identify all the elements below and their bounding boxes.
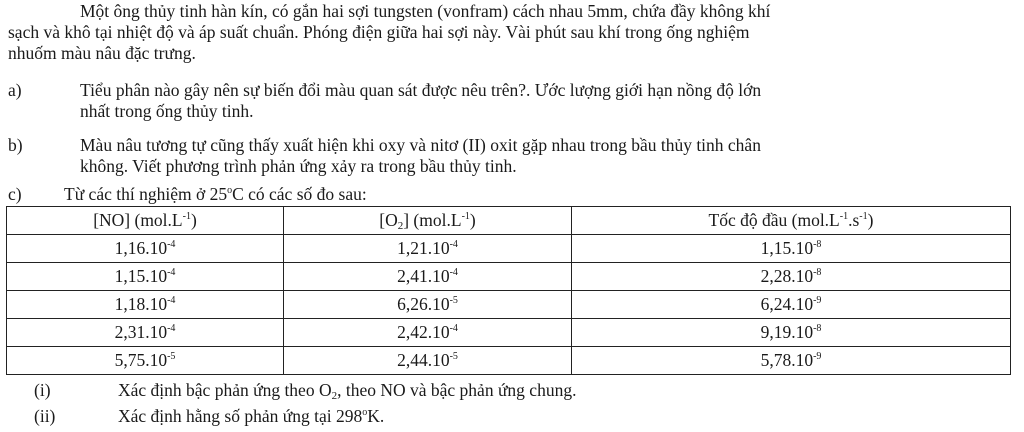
subquestion-ii-text [118,406,384,427]
question-c-text [64,184,1013,205]
table-cell [572,291,1011,319]
table-cell [572,263,1011,291]
table-row [7,235,1011,263]
header-text: Tốc độ đầu (mol.L [708,210,840,230]
cell-mantissa: 1,15.10 [760,238,814,258]
question-c [8,184,1013,206]
header-exponent: -1 [839,211,849,222]
cell-mantissa: 1,16.10 [114,238,168,258]
subquestion-ii-text-post: K. [367,406,385,426]
cell-exponent: -4 [449,239,458,250]
cell-exponent: -9 [813,351,822,362]
degree-mark: o [227,185,233,196]
table-cell [284,263,572,291]
question-c-text-post: C có các số đo sau: [232,184,367,204]
subquestion-ii-label: (ii) [34,406,56,426]
header-exponent: -1 [182,211,191,222]
header-text-end: ) [469,210,476,230]
table-cell [572,235,1011,263]
question-b-line-1: Màu nâu tương tự cũng thấy xuất hiện khi oxy và nitơ (II) oxit gặp nhau trong bầu thủy tinh chân [80,135,761,155]
cell-exponent: -4 [167,323,176,334]
header-no-concentration [7,207,284,235]
header-text-end: ) [190,210,197,230]
question-a-line-1: Tiểu phân nào gây nên sự biến đổi màu quan sát được nêu trên?. Ước lượng giới hạn nồng độ lớn [80,80,762,100]
table-cell [7,347,284,375]
o2-subscript: 2 [331,390,338,402]
header-o2-concentration [284,207,572,235]
cell-exponent: -5 [167,351,176,362]
table-cell [284,235,572,263]
table-cell [572,319,1011,347]
cell-exponent: -9 [813,295,822,306]
header-initial-rate [572,207,1011,235]
table-row [7,263,1011,291]
cell-mantissa: 5,75.10 [114,350,168,370]
table-header-row [7,207,1011,235]
cell-mantissa: 1,21.10 [397,238,450,258]
header-text: [NO] (mol.L [93,210,183,230]
cell-mantissa: 2,44.10 [397,350,450,370]
intro-line-1: Một ông thủy tinh hàn kín, có gắn hai sợi tungsten (vonfram) cách nhau 5mm, chứa đầy không khí [80,1,771,21]
question-b [8,135,1013,179]
subquestion-i-text [118,380,576,401]
question-c-label: c) [8,184,22,204]
header-text-end: ) [867,210,874,230]
intro-paragraph [8,1,1013,64]
cell-exponent: -4 [167,267,176,278]
cell-exponent: -5 [449,351,458,362]
question-b-line-2: không. Viết phương trình phản ứng xảy ra trong bầu thủy tinh. [80,156,517,176]
question-a-line-2: nhất trong ống thủy tinh. [80,101,254,121]
question-c-text-pre: Từ các thí nghiệm ở 25 [64,184,228,204]
cell-exponent: -4 [167,239,176,250]
header-exponent-2: -1 [859,211,868,222]
subquestion-ii [26,406,1016,428]
cell-mantissa: 6,26.10 [397,294,450,314]
cell-exponent: -8 [813,323,822,334]
intro-line-3: nhuốm màu nâu đặc trưng. [8,43,196,63]
header-text-mid: .s [848,210,860,230]
table-cell [7,263,284,291]
cell-mantissa: 2,31.10 [114,322,168,342]
table-cell [7,291,284,319]
cell-mantissa: 2,41.10 [397,266,450,286]
subquestion-i [26,380,1016,402]
table-cell [7,319,284,347]
cell-mantissa: 9,19.10 [760,322,814,342]
table-cell [7,235,284,263]
subquestion-i-label: (i) [34,380,51,400]
table-cell [572,347,1011,375]
cell-mantissa: 5,78.10 [760,350,814,370]
cell-exponent: -8 [813,239,822,250]
cell-exponent: -5 [449,295,458,306]
table-cell [284,291,572,319]
table-row [7,291,1011,319]
cell-mantissa: 2,28.10 [760,266,814,286]
table-cell [284,319,572,347]
cell-exponent: -4 [449,323,458,334]
header-text-pre: [O [379,210,398,230]
subquestion-i-text-post: , theo NO và bậc phản ứng chung. [337,380,577,400]
header-subscript: 2 [397,220,404,232]
cell-exponent: -4 [167,295,176,306]
table-row [7,319,1011,347]
question-b-label: b) [8,135,23,155]
cell-mantissa: 1,15.10 [114,266,168,286]
header-text: ] (mol.L [403,210,462,230]
subquestion-ii-text-pre: Xác định hằng số phản ứng tại 298 [118,406,363,426]
degree-mark: o [362,407,368,418]
cell-mantissa: 1,18.10 [114,294,168,314]
question-a-label: a) [8,80,22,100]
table-cell [284,347,572,375]
cell-exponent: -8 [813,267,822,278]
cell-exponent: -4 [449,267,458,278]
table-row [7,347,1011,375]
measurement-table [6,206,1011,375]
subquestion-i-text-pre: Xác định bậc phản ứng theo O [118,380,332,400]
question-a [8,80,1013,124]
intro-line-2: sạch và khô tại nhiệt độ và áp suất chuẩn. Phóng điện giữa hai sợi này. Vài phút sau khí trong ống nghiệm [8,22,750,42]
cell-mantissa: 2,42.10 [397,322,450,342]
header-exponent: -1 [461,211,470,222]
cell-mantissa: 6,24.10 [760,294,814,314]
